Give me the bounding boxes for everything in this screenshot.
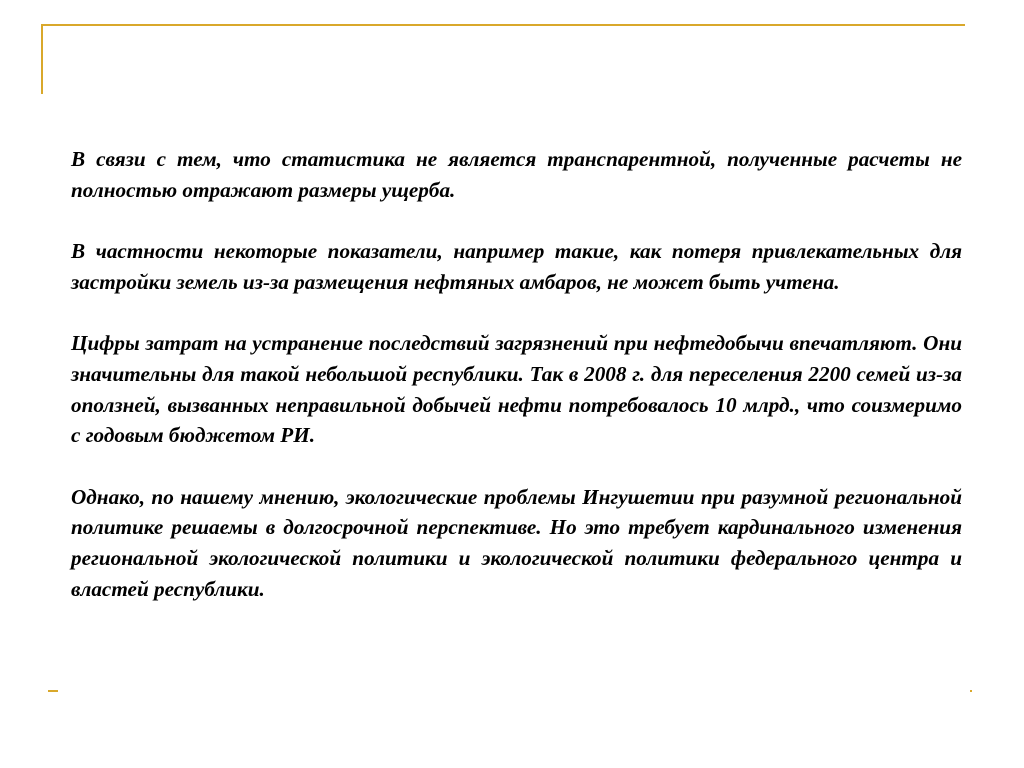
bottom-right-mark [970,690,972,692]
slide-body [71,144,962,605]
paragraph-indicators: В частности некоторые показатели, например такие, как потеря привлекательных для застройки земель из-за размещения нефтяных амбаров, не может быть учтена. [71,239,962,294]
paragraph-costs: Цифры затрат на устранение последствий загрязнений при нефтедобычи впечатляют. Они значительны для такой небольшой республики. Так в 2008 г. для переселения 2200 семей из-за оползней, вызванных неправильной добычей нефти потребовалось 10 млрд., что соизмеримо с годовым бюджетом РИ. [71,331,962,448]
frame-left-line [41,24,43,94]
paragraph-statistics: В связи с тем, что статистика не является транспарентной, полученные расчеты не полностью отражают размеры ущерба. [71,147,962,202]
paragraph-conclusion: Однако, по нашему мнению, экологические проблемы Ингушетии при разумной региональной политике решаемы в долгосрочной перспективе. Но это требует кардинального изменения региональной экологической политики и экологической политики федерального центра и властей республики. [71,484,962,601]
bottom-left-mark [48,690,58,692]
frame-top-line [41,24,965,26]
